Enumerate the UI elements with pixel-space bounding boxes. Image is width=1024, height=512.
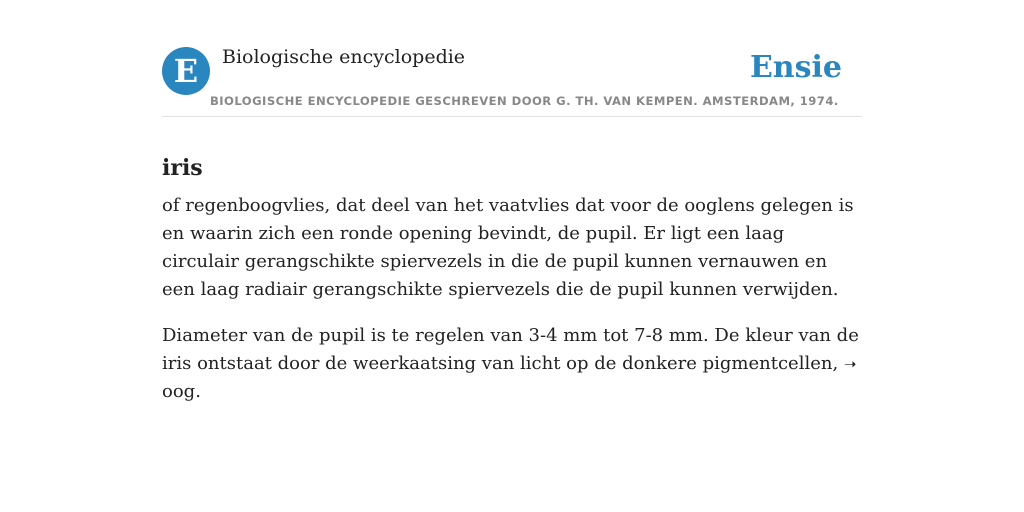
- paragraph-end: .: [195, 381, 201, 402]
- page-container: [162, 0, 862, 402]
- entry-content: [162, 192, 862, 424]
- entry-title: iris: [162, 154, 203, 181]
- reference-link-oog[interactable]: oog: [162, 381, 196, 402]
- paragraph-text: Diameter van de pupil is te regelen van 3-4 mm tot 7-8 mm. De kleur van de iris ontstaat door de weerkaatsing van licht op de donkere pigmentcellen,: [162, 325, 859, 374]
- logo-icon[interactable]: E: [162, 47, 210, 95]
- arrow-right-icon: ➝: [843, 355, 857, 373]
- paragraph: [162, 322, 862, 406]
- brand-logo[interactable]: Ensie: [749, 50, 842, 85]
- header: [162, 0, 862, 117]
- site-title[interactable]: Biologische encyclopedie: [222, 46, 466, 68]
- paragraph: of regenboogvlies, dat deel van het vaatvlies dat voor de ooglens gelegen is en waarin zich een ronde opening bevindt, de pupil. Er ligt een laag circulair gerangschikte spiervezels in die de pupil kunnen vernauwen en een laag radiair gerangschikte spiervezels die de pupil kunnen verwijden.: [162, 195, 854, 300]
- encyclopedia-subtitle: BIOLOGISCHE ENCYCLOPEDIE GESCHREVEN DOOR G. TH. VAN KEMPEN. AMSTERDAM, 1974.: [210, 94, 839, 108]
